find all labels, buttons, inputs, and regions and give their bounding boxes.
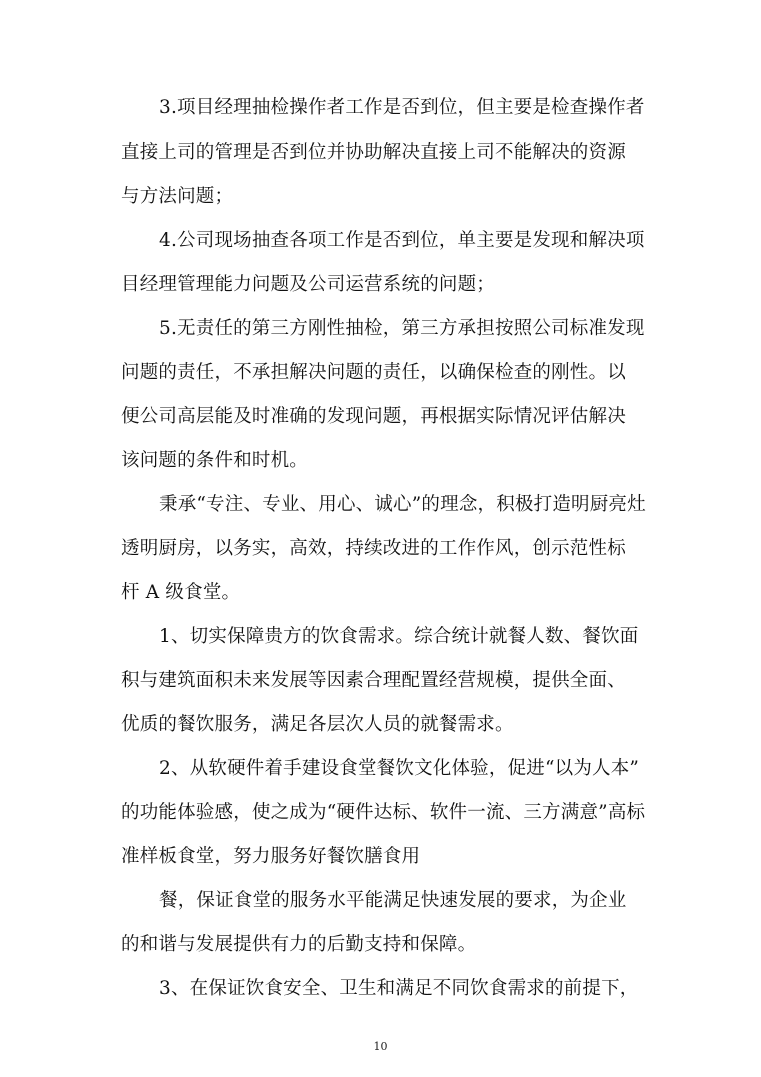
page-number: 10 xyxy=(373,1040,388,1053)
text-line: 透明厨房，以务实，高效，持续改进的工作作风，创示范性标 xyxy=(121,538,626,559)
text-line: 目经理管理能力问题及公司运营系统的问题； xyxy=(121,274,496,295)
text-line: 便公司高层能及时准确的发现问题，再根据实际情况评估解决 xyxy=(121,406,626,427)
text-line: 积与建筑面积未来发展等因素合理配置经营规模，提供全面、 xyxy=(121,670,626,691)
text-line: 直接上司的管理是否到位并协助解决直接上司不能解决的资源 xyxy=(121,142,626,163)
text-line: 的功能体验感，使之成为“硬件达标、软件一流、三方满意”高标 xyxy=(121,802,646,823)
text-line: 优质的餐饮服务，满足各层次人员的就餐需求。 xyxy=(121,714,514,735)
text-line: 1、切实保障贵方的饮食需求。综合统计就餐人数、餐饮面 xyxy=(159,626,639,647)
text-line: 该问题的条件和时机。 xyxy=(121,450,309,471)
text-line: 的和谐与发展提供有力的后勤支持和保障。 xyxy=(121,934,477,955)
text-line: 5.无责任的第三方刚性抽检，第三方承担按照公司标准发现 xyxy=(159,318,645,339)
text-line: 与方法问题； xyxy=(121,186,234,207)
text-line: 3、在保证饮食安全、卫生和满足不同饮食需求的前提下， xyxy=(159,978,639,999)
text-line: 秉承“专注、专业、用心、诚心”的理念，积极打造明厨亮灶 xyxy=(159,494,646,515)
text-line: 杆 A 级食堂。 xyxy=(121,582,241,603)
text-line: 准样板食堂，努力服务好餐饮膳食用 xyxy=(121,846,421,867)
text-line: 问题的责任，不承担解决问题的责任，以确保检查的刚性。以 xyxy=(121,362,626,383)
text-line: 2、从软硬件着手建设食堂餐饮文化体验，促进“以为人本” xyxy=(159,758,640,779)
text-line: 3.项目经理抽检操作者工作是否到位，但主要是检查操作者 xyxy=(159,97,645,118)
text-line: 4.公司现场抽查各项工作是否到位，单主要是发现和解决项 xyxy=(159,230,645,251)
text-line: 餐，保证食堂的服务水平能满足快速发展的要求，为企业 xyxy=(159,890,627,911)
